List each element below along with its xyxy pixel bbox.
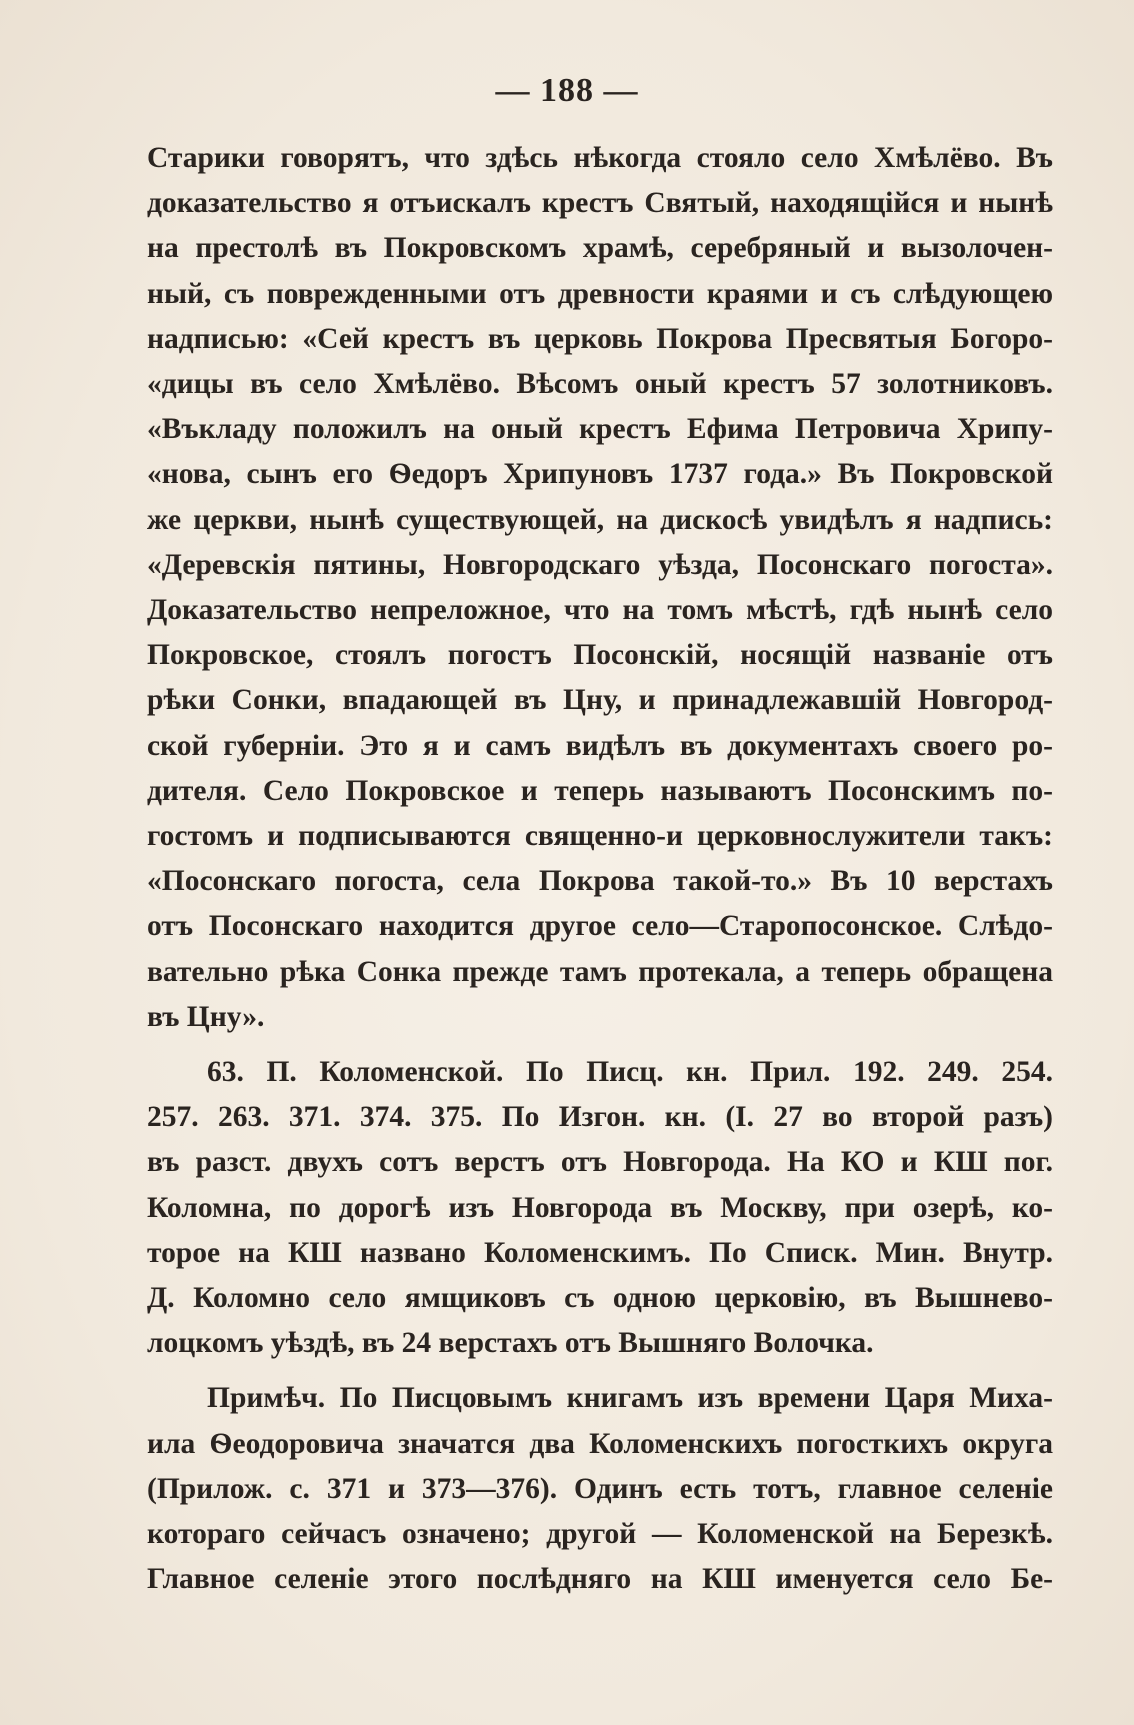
text-line: дителя. Село Покровское и теперь называютъ Посонскимъ по- [147,774,1053,807]
paragraph-3 [147,1376,1053,1602]
text-line: Доказательство непреложное, что на томъ мѣстѣ, гдѣ нынѣ село [147,594,1053,627]
text-line: ила Ѳеодоровича значатся два Коломенскихъ погосткихъ округа [147,1427,1053,1460]
text-line: Старики говорятъ, что здѣсь нѣкогда стояло село Хмѣлёво. Въ [147,142,1053,174]
text-line: ской губерніи. Это я и самъ видѣлъ въ документахъ своего ро- [147,729,1053,762]
text-line: въ разст. двухъ сотъ верстъ отъ Новгорода. На КО и КШ пог. [147,1146,1053,1179]
text-line: на престолѣ въ Покровскомъ храмѣ, серебряный и вызолочен- [147,232,1053,265]
text-line: же церкви, нынѣ существующей, на дискосѣ увидѣлъ я надпись: [147,503,1053,536]
text-line: «нова, сынъ его Ѳедоръ Хрипуновъ 1737 года.» Въ Покровской [147,458,1053,491]
text-line: котораго сейчасъ означено; другой — Коломенской на Березкѣ. [147,1518,1053,1551]
text-line: гостомъ и подписываются священно-и церковнослужители такъ: [147,820,1053,853]
text-line: отъ Посонскаго находится другое село—Старопосонское. Слѣдо- [147,910,1053,943]
text-line: Д. Коломно село ямщиковъ съ одною церковію, въ Вышнево- [147,1282,1053,1315]
paragraph-1 [147,136,1053,1040]
text-line: ный, съ поврежденными отъ древности краями и съ слѣдующею [147,277,1053,310]
text-line: Покровское, стоялъ погостъ Посонскій, носящій названіе отъ [147,639,1053,672]
text-line: лоцкомъ уѣздѣ, въ 24 верстахъ отъ Вышняго Волочка. [147,1327,874,1360]
text-line: 63. П. Коломенской. По Писц. кн. Прил. 192. 249. 254. [207,1056,1053,1089]
text-line: «Деревскія пятины, Новгородскаго уѣзда, Посонскаго погоста». [147,548,1053,581]
paragraph-2 [147,1050,1053,1366]
text-line: торое на КШ названо Коломенскимъ. По Списк. Мин. Внутр. [147,1236,1053,1269]
paragraph-gap [147,1040,1053,1050]
text-line: вательно рѣка Сонка прежде тамъ протекала, а теперь обращена [147,955,1053,988]
text-line: Главное селеніе этого послѣдняго на КШ именуется село Бе- [147,1563,1053,1596]
text-line: Коломна, по дорогѣ изъ Новгорода въ Москву, при озерѣ, ко- [147,1191,1053,1224]
paragraph-gap [147,1366,1053,1376]
text-line: «Посонскаго погоста, села Покрова такой-то.» Въ 10 верстахъ [147,865,1053,898]
text-line: 257. 263. 371. 374. 375. По Изгон. кн. (I. 27 во второй разъ) [147,1101,1053,1134]
text-line: «дицы въ село Хмѣлёво. Вѣсомъ оный крестъ 57 золотниковъ. [147,368,1053,401]
text-line: надписью: «Сей крестъ въ церковь Покрова Пресвятыя Богоро- [147,322,1053,355]
body-text [147,136,1053,1603]
text-line: Примѣч. По Писцовымъ книгамъ изъ времени Царя Миха- [207,1382,1053,1415]
text-line: рѣки Сонки, впадающей въ Цну, и принадлежавшій Новгород- [147,684,1053,717]
text-line: въ Цну». [147,1000,265,1033]
text-line: (Прилож. с. 371 и 373—376). Одинъ есть тотъ, главное селеніе [147,1472,1053,1505]
text-line: доказательство я отъискалъ крестъ Святый, находящійся и нынѣ [147,187,1053,220]
text-line: «Въкладу положилъ на оный крестъ Ефима Петровича Хрипу- [147,413,1053,446]
page-number: — 188 — [495,72,639,109]
